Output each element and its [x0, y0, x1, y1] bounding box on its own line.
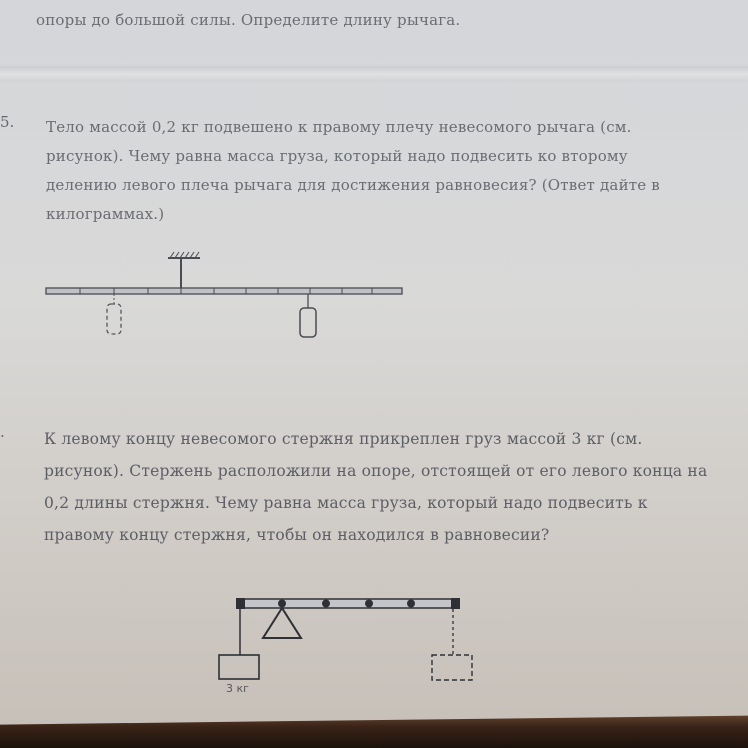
problem-line: 0,2 длины стержня. Чему равна масса груза, который надо подвесить к — [44, 494, 648, 512]
problem-line: правому концу стержня, чтобы он находился в равновесии? — [44, 526, 550, 544]
left-load — [219, 655, 259, 679]
known-load — [300, 308, 316, 337]
support-triangle — [263, 608, 301, 638]
rod-right-end — [451, 598, 460, 609]
lever-bar — [46, 288, 402, 294]
problem-line: килограммах.) — [46, 205, 165, 223]
lever-figure — [46, 252, 402, 337]
problem-number: . — [0, 423, 5, 441]
problem-line: Тело массой 0,2 кг подвешено к правому плечу невесомого рычага (см. — [46, 118, 632, 136]
problem-line: рисунок). Стержень расположили на опоре, отстоящей от его левого конца на — [44, 462, 708, 480]
problem-number: 5. — [0, 113, 15, 131]
rod-figure — [219, 598, 472, 695]
load-label: 3 кг — [226, 682, 249, 695]
unknown-right-load — [432, 655, 472, 680]
problem-line: делению левого плеча рычага для достижения равновесия? (Ответ дайте в — [46, 176, 660, 194]
rod-left-end — [236, 598, 245, 609]
header-text: опоры до большой силы. Определите длину рычага. — [36, 11, 461, 29]
unknown-load — [107, 304, 121, 334]
rod — [238, 599, 458, 608]
problem-line: К левому концу невесомого стержня прикреплен груз массой 3 кг (см. — [44, 430, 643, 448]
problem-line: рисунок). Чему равна масса груза, который надо подвесить ко второму — [46, 147, 628, 165]
